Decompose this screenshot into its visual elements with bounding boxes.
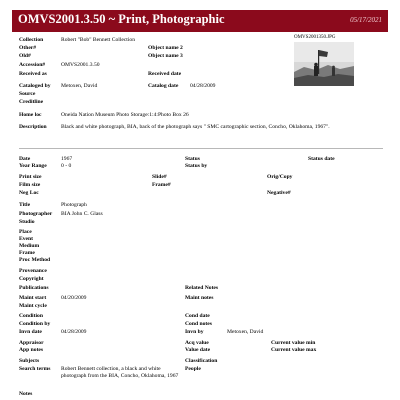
neg-loc-label: Neg Loc (19, 190, 39, 196)
slide-label: Slide# (152, 174, 167, 180)
description-value: Black and white photograph, BIA, back of the photograph says " SMC cartographic section, Concho, Oklahoma, 1967". (61, 124, 330, 130)
title-value: Photograph (61, 202, 87, 208)
accession-value: OMVS2001.3.50 (61, 62, 100, 68)
creditline-label: Creditline (19, 99, 44, 105)
negative-label: Negative# (267, 190, 291, 196)
provenance-label: Provenance (19, 268, 47, 274)
year-range-label: Year Range (19, 163, 47, 169)
copyright-label: Copyright (19, 276, 44, 282)
maint-start-value: 04/20/2009 (61, 295, 87, 301)
event-label: Event (19, 236, 33, 242)
catalog-date-label: Catalog date (148, 83, 179, 89)
current-value-min-label: Current value min (271, 340, 316, 346)
year-range-value: 0 - 0 (61, 163, 72, 169)
record-header (12, 10, 388, 32)
old-label: Old# (19, 53, 31, 59)
place-label: Place (19, 229, 32, 235)
invn-date-label: Invn date (19, 329, 42, 335)
cataloged-by-value: Metoxen, David (61, 83, 98, 89)
cataloged-by-label: Cataloged by (19, 83, 51, 89)
search-terms-label: Search terms (19, 366, 51, 372)
section-divider (19, 148, 383, 149)
maint-notes-label: Maint notes (185, 295, 214, 301)
received-date-label: Received date (148, 71, 182, 77)
home-loc-value: Oneida Nation Museum Photo Storage:1:4:Photo Box 26 (61, 112, 189, 118)
medium-label: Medium (19, 243, 40, 249)
collection-label: Collection (19, 37, 44, 43)
maint-start-label: Maint start (19, 295, 47, 301)
photo-image (294, 42, 354, 86)
title-label: Title (19, 202, 31, 208)
source-label: Source (19, 91, 36, 97)
app-notes-label: App notes (19, 347, 44, 353)
photographer-label: Photographer (19, 211, 53, 217)
status-label: Status (185, 156, 200, 162)
proc-method-label: Proc Method (19, 257, 51, 263)
object-name-3-label: Object name 3 (148, 53, 183, 59)
search-terms-value: Robert Bennett collection, a black and white photograph from the BIA, Concho, Oklahoma, 1967 (61, 366, 179, 379)
subjects-label: Subjects (19, 358, 40, 364)
orig-copy-label: Orig/Copy (267, 174, 293, 180)
publications-label: Publications (19, 285, 49, 291)
print-date: 05/17/2021 (350, 16, 382, 24)
received-as-label: Received as (19, 71, 47, 77)
collection-value: Robert "Bob" Bennett Collection (61, 37, 136, 43)
date-label: Date (19, 156, 31, 162)
frame-number-label: Frame# (152, 182, 171, 188)
acq-value-label: Acq value (185, 340, 209, 346)
home-loc-label: Home loc (19, 112, 42, 118)
classification-label: Classification (185, 358, 218, 364)
catalog-date-value: 04/28/2009 (190, 83, 216, 89)
notes-label: Notes (19, 391, 33, 397)
status-by-label: Status by (185, 163, 208, 169)
maint-cycle-label: Maint cycle (19, 303, 47, 309)
frame-label: Frame (19, 250, 35, 256)
cond-notes-label: Cond notes (185, 321, 212, 327)
record-photo (294, 42, 354, 86)
invn-by-value: Metoxen, David (227, 329, 264, 335)
other-label: Other# (19, 45, 37, 51)
current-value-max-label: Current value max (271, 347, 317, 353)
cond-date-label: Cond date (185, 313, 210, 319)
object-name-2-label: Object name 2 (148, 45, 183, 51)
status-date-label: Status date (308, 156, 335, 162)
invn-date-value: 04/28/2009 (61, 329, 87, 335)
print-size-label: Print size (19, 174, 42, 180)
condition-label: Condition (19, 313, 43, 319)
people-label: People (185, 366, 201, 372)
value-date-label: Value date (185, 347, 211, 353)
related-notes-label: Related Notes (185, 285, 219, 291)
accession-label: Accession# (19, 62, 46, 68)
photographer-value: BIA John C. Glass (61, 211, 103, 217)
description-label: Description (19, 124, 47, 130)
photo-filename: OMVS2001350.JPG (294, 35, 336, 40)
condition-by-label: Condition by (19, 321, 51, 327)
date-value: 1967 (61, 156, 73, 162)
invn-by-label: Invn by (185, 329, 204, 335)
film-size-label: Film size (19, 182, 41, 188)
studio-label: Studio (19, 219, 35, 225)
record-title: OMVS2001.3.50 ~ Print, Photographic (18, 12, 225, 26)
appraisor-label: Appraisor (19, 340, 44, 346)
